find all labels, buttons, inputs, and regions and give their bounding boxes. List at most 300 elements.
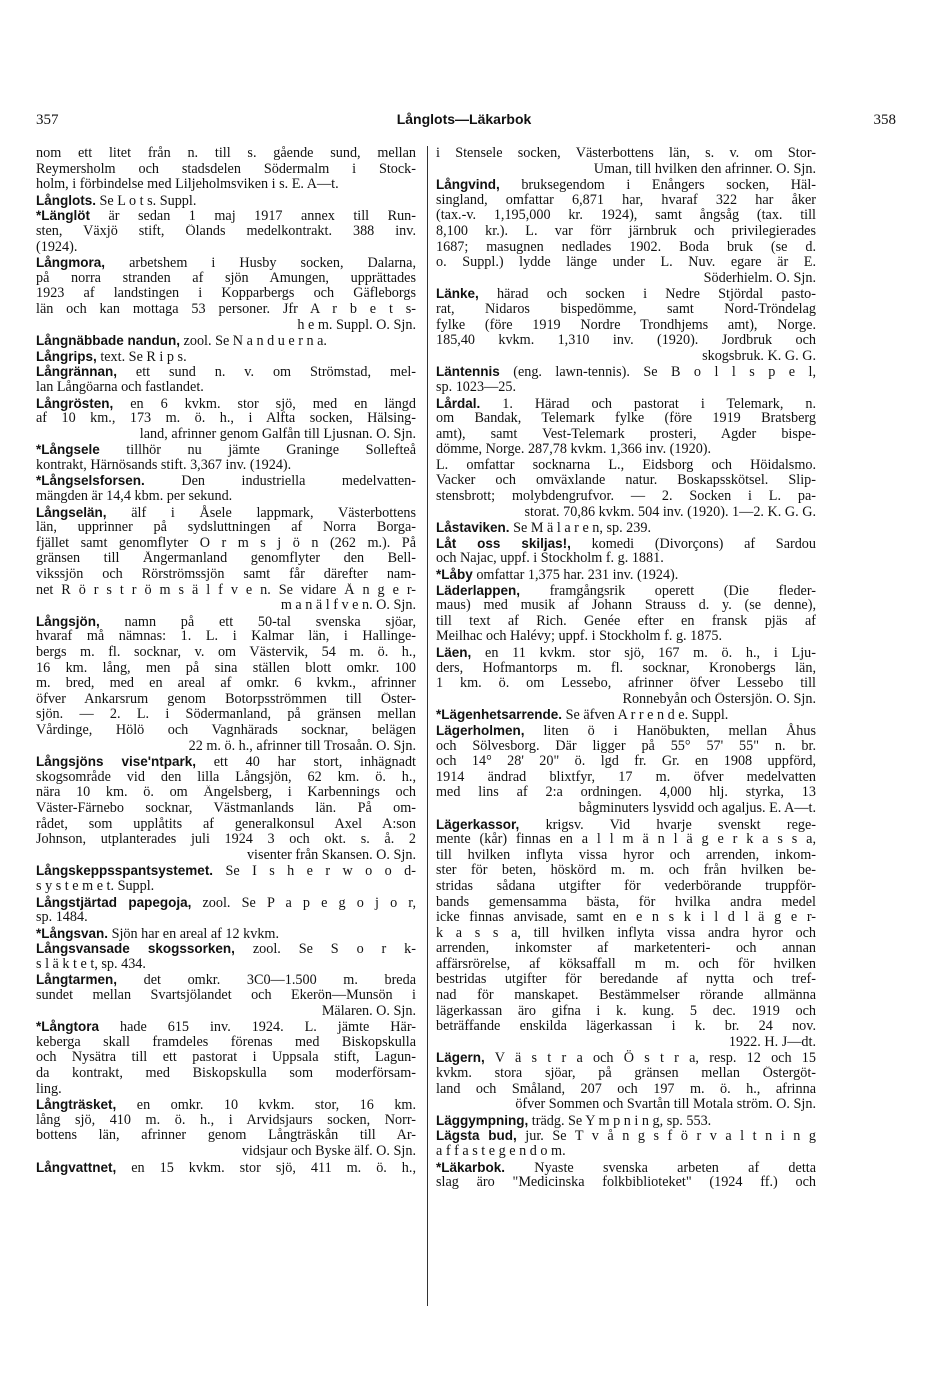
text-line (436, 380, 816, 396)
line-text: en 6 kvkm. stor sjö, med en längd (113, 395, 416, 412)
text-line (36, 926, 416, 942)
text-line (36, 972, 416, 988)
text-line (436, 988, 816, 1004)
line-text: och Sölvesborg. Där ligger på 55° 57' 55" n. br. (436, 738, 816, 754)
line-text: dömme, Norge. 287,78 kvkm. 1,366 inv. (1920). (436, 442, 712, 458)
text-line (436, 879, 816, 895)
text-line (436, 1144, 816, 1160)
line-text: en omkr. 10 kvkm. stor, 16 km. (116, 1097, 416, 1113)
text-line (36, 645, 416, 661)
line-text: lägerkassan äro gifna i k. kung. 5 dec. 1919 och (436, 1003, 816, 1019)
text-line (36, 411, 416, 427)
line-text: m. bred, med en areal af omkr. 6 kvkm., afrinner (36, 676, 416, 692)
entry-headword: *Långsele (36, 442, 100, 458)
line-text: affärsrörelse, af köksaffall m m. och för hvilken (436, 956, 816, 972)
entry-headword: Långnäbbade nandun, (36, 333, 180, 349)
text-line (436, 427, 816, 443)
line-text: Se I s h e r w o o d- (213, 863, 416, 879)
text-line (36, 785, 416, 801)
text-line (36, 302, 416, 318)
text-line (36, 770, 416, 786)
line-text: ders, Hofmantorps m. fl. socknar, Kronobergs län, (436, 660, 816, 676)
entry-headword: *Långselsforsen. (36, 473, 145, 489)
text-line (436, 396, 816, 412)
line-text: öfver Ankarsrum genom Botorpsströmmen till Öster- (36, 691, 416, 707)
text-line (36, 661, 416, 677)
line-text: Nyaste svenska arbeten af detta (505, 1159, 816, 1176)
entry-headword: Läderlappen, (436, 582, 521, 598)
text-line (436, 1035, 816, 1051)
text-line (436, 770, 816, 786)
text-line (36, 1050, 416, 1066)
text-line (436, 707, 816, 723)
line-text: sten, Växjö stift, Ölands medelkontrakt. 388 inv. (36, 223, 416, 239)
text-line (436, 318, 816, 334)
text-line (436, 1082, 816, 1098)
line-text: Johnson, utplanterades juli 1924 3 och okt. s. å. 2 (36, 832, 416, 848)
line-text: stridas sådana utgifter för vederbörande truppför- (436, 878, 816, 894)
text-line (36, 1082, 416, 1098)
text-line (436, 349, 816, 365)
running-head: Långlots—Läkarbok (396, 111, 532, 127)
line-text: (tax.-v. 1,195,000 kr. 1924), samt ångsåg (tax. till (436, 208, 816, 224)
entry-headword: Långrännan, (36, 364, 118, 380)
text-line (36, 333, 416, 349)
line-text: hade 615 inv. 1924. L. jämte Här- (99, 1019, 416, 1035)
line-text: visenter från Skansen. O. Sjn. (246, 847, 416, 863)
line-text: arrenden, inkomster af marketenteri- och annan (436, 941, 816, 957)
text-line (436, 224, 816, 240)
line-text: Mälaren. O. Sjn. (321, 1003, 416, 1019)
line-text: bergs m. fl. socknar, v. om Västervik, 54 m. ö. h., (36, 645, 416, 660)
line-text: hvaraf må nämnas: 1. L. i Kalmar län, i Hallinge- (36, 629, 416, 645)
text-line (36, 863, 416, 879)
text-line (436, 692, 816, 708)
line-text: Meilhac och Halévy; uppf. i Stockholm f. g. 1875. (436, 629, 723, 645)
line-text: fjället samt genomflyter O r m s j ö n (262 m.). På (36, 535, 416, 551)
line-text: land, afrinner genom Galfån till Ljusnan. O. Sjn. (139, 426, 416, 442)
text-line (436, 177, 816, 193)
line-text: Se äfven A r r e n d e. Suppl. (562, 707, 729, 723)
text-line (36, 1019, 416, 1035)
line-text: land och Småland, 207 och 197 m. ö. h., afrinna (436, 1081, 816, 1097)
text-line (36, 723, 416, 739)
line-text: Reymersholm och stadsdelen Södermalm i Stock- (36, 161, 416, 177)
line-text: kvkm. stora sjöar, på gränsen mellan Östergöt- (436, 1066, 816, 1082)
line-text: härad och socken i Nedre Stjördal pasto- (478, 286, 816, 302)
text-line (36, 473, 416, 489)
entry-headword: Långrösten, (36, 395, 114, 411)
line-text: Vårdinge, Hölö och Vagnhärads socknar, belägen (36, 722, 416, 738)
line-text: tillhör nu jämte Graninge Sollefteå (99, 442, 416, 458)
text-line (36, 551, 416, 567)
line-text: text. Se R i p s. (96, 348, 187, 365)
text-line (36, 910, 416, 926)
line-text: med lins af 2:a ordningen. 4,000 hlj. styrka, 13 (436, 785, 816, 801)
line-text: 1914 ändrad blixtfyr, 17 m. öfver medelvatten (436, 769, 816, 785)
text-line (36, 162, 416, 178)
text-line (436, 162, 816, 178)
line-text: framgångsrik operett (Die fleder- (520, 582, 816, 599)
line-text: till text af Rich. Genée efter en fransk pjäs af (436, 613, 816, 629)
line-text: Se L o t s. Suppl. (96, 192, 197, 209)
text-line (436, 676, 816, 692)
text-line (36, 286, 416, 302)
entry-headword: Lägern, (436, 1050, 485, 1066)
line-text: och Nysätra till ett pastorat i Uppsala stift, Lagun- (36, 1050, 416, 1066)
text-line (36, 224, 416, 240)
line-text: m a n ä l f v e n. O. Sjn. (280, 598, 416, 614)
entry-headword: *Långsvan. (36, 925, 109, 941)
line-text: s l ä k t e t, sp. 434. (36, 956, 146, 972)
line-text: maus) med musik af Johann Strauss d. y. (se denne), (436, 598, 816, 614)
line-text: (1924). (36, 239, 78, 255)
line-text: amt), samt Vest-Telemark prosteri, Agder bispe- (436, 426, 816, 442)
text-line (36, 536, 416, 552)
text-line (36, 692, 416, 708)
line-text: län och kan mottaga 53 personer. Jfr A r b e t s- (36, 301, 416, 317)
text-line (436, 505, 816, 521)
entry-headword: Långsjöns vise'ntpark, (36, 754, 196, 770)
left-column (36, 146, 416, 1175)
text-line (36, 754, 416, 770)
line-text: till hvilken inflyta vissa hyror och arrenden, inkom- (436, 847, 816, 863)
entry-headword: Länke, (436, 286, 479, 302)
line-text: skogsområde vid den lilla Långsjön, 62 km. ö. h., (36, 769, 416, 785)
text-line (36, 318, 416, 334)
line-text: ett 40 har stort, inhägnadt (195, 754, 416, 770)
line-text: ling. (36, 1081, 62, 1097)
text-line (36, 208, 416, 224)
entry-headword: Lägsta bud, (436, 1128, 517, 1144)
entry-headword: Läggympning, (436, 1112, 529, 1128)
right-column (436, 146, 816, 1191)
line-text: 185,40 kvkm. 1,310 inv. (1920). Jordbruk och (436, 333, 816, 349)
page-number-left: 357 (36, 112, 59, 128)
entry-headword: Långselän, (36, 504, 107, 520)
text-line (436, 489, 816, 505)
line-text: en 15 kvkm. stor sjö, 411 m. ö. h., (116, 1159, 416, 1176)
entry-headword: Lägerkassor, (436, 816, 520, 832)
line-text: holm, i förbindelse med Liljeholmsviken i s. E. A—t. (36, 177, 339, 193)
line-text: om Bandak, Telemark fylke (före 1919 Bratsberg (436, 411, 816, 427)
text-line (436, 583, 816, 599)
text-line (36, 255, 416, 271)
text-line (436, 146, 816, 162)
text-line (436, 473, 816, 489)
text-line (436, 1128, 816, 1144)
line-text: zool. Se S o r k- (234, 941, 416, 957)
column-divider (427, 146, 428, 1306)
entry-headword: Långlots. (36, 192, 96, 208)
text-line (436, 972, 816, 988)
line-text: 1687; masugnen nedlades 1902. Boda bruk (se d. (436, 239, 816, 255)
text-line (36, 349, 416, 365)
line-text: (eng. lawn-tennis). Se B o l l s p e l, (499, 364, 816, 380)
entry-headword: Läntennis (436, 364, 500, 380)
line-text: skogsbruk. K. G. G. (702, 348, 816, 364)
entry-headword: Läen, (436, 645, 472, 660)
entry-headword: *Läkarbok. (436, 1159, 506, 1175)
line-text: stensbrott; molybdengrufvor. — 2. Socken i L. pa- (436, 489, 816, 505)
entry-headword: Långskeppsspantsystemet. (36, 863, 214, 879)
text-line (436, 1050, 816, 1066)
line-text: sundet mellan Svartsjölandet och Ekerön—Munsön i (36, 988, 416, 1004)
text-line (436, 1175, 816, 1191)
text-line (36, 1035, 416, 1051)
text-line (436, 1004, 816, 1020)
text-line (36, 520, 416, 536)
entry-headword: Långtarmen, (36, 972, 118, 988)
text-line (436, 1097, 816, 1113)
line-text: namn på ett 50-tal svenska sjöar, (99, 613, 416, 630)
line-text: gränsen till Ångermanland genomflyter den Bell- (36, 551, 416, 567)
text-line (436, 785, 816, 801)
text-line (436, 1066, 816, 1082)
line-text: bestridas utgifter för beredande af nytta och tref- (436, 972, 816, 988)
text-line (436, 614, 816, 630)
text-line (36, 848, 416, 864)
text-line (436, 645, 816, 661)
text-line (436, 941, 816, 957)
line-text: ett sund n. v. om Strömstad, mel- (117, 364, 416, 380)
line-text: 16 km. lång, men på sina ställen blott omkr. 100 (36, 660, 416, 676)
text-line (36, 1004, 416, 1020)
line-text: singland, omfattar 6,871 har, hvaraf 322 har åker (436, 192, 816, 208)
line-text: älf i Åsele lappmark, Västerbottens (106, 504, 416, 521)
text-line (36, 240, 416, 256)
text-line (36, 1160, 416, 1176)
text-line (436, 723, 816, 739)
text-line (436, 661, 816, 677)
text-line (436, 193, 816, 209)
line-text: nom ett litet från n. till s. gående sund, mellan (36, 146, 416, 161)
entry-headword: Låstaviken. (436, 520, 510, 536)
line-text: k a s s a, till hvilken inflyta vissa andra hyror och (436, 925, 816, 941)
line-text: arbetshem i Husby socken, Dalarna, (105, 255, 416, 271)
text-line (436, 754, 816, 770)
text-line (436, 1113, 816, 1129)
entry-headword: Lårdal. (436, 395, 481, 411)
line-text: det omkr. 3C0—1.500 m. breda (117, 972, 416, 989)
entry-headword: *Länglöt (36, 208, 90, 224)
line-text: 22 m. ö. h., afrinner till Trosaån. O. Sjn. (188, 738, 416, 754)
text-line (36, 380, 416, 396)
line-text: 1. Härad och pastorat i Telemark, n. (480, 395, 816, 412)
line-text: i Stensele socken, Västerbottens län, s. v. om Stor- (436, 146, 816, 161)
entry-headword: Lägerholmen, (436, 722, 525, 738)
text-line (436, 926, 816, 942)
text-line (36, 941, 416, 957)
line-text: nad för manskapet. Bestämmelser rörande allmänna (436, 988, 816, 1004)
line-text: bruksegendom i Enångers socken, Häl- (499, 177, 816, 193)
text-line (36, 567, 416, 583)
line-text: af 10 km., 173 m. ö. h., i Alfta socken, Hälsing- (36, 411, 416, 427)
text-line (436, 910, 816, 926)
text-line (436, 739, 816, 755)
entry-headword: Långstjärtad papegoja, (36, 894, 192, 910)
line-text: 1923 af landstingen i Kopparbergs och Gäfleborgs (36, 286, 416, 302)
line-text: trädg. Se Y m p n i n g, sp. 553. (528, 1112, 712, 1129)
page-number-right: 358 (873, 112, 896, 128)
text-line (36, 879, 416, 895)
line-text: rådet, som upplåtits af generalkonsul Axel A:son (36, 816, 416, 832)
text-line (36, 895, 416, 911)
entry-headword: Långrips, (36, 348, 97, 364)
text-line (36, 707, 416, 723)
text-line (436, 551, 816, 567)
line-text: icke finnas anvisade, samt en e n s k i l d l ä g e r- (436, 910, 816, 926)
line-text: zool. Se P a p e g o j o r, (191, 894, 416, 911)
text-line (436, 817, 816, 833)
text-line (436, 271, 816, 287)
text-line (436, 567, 816, 583)
entry-headword: *Långtora (36, 1019, 100, 1035)
text-line (436, 520, 816, 536)
line-text: län, upprinner på sydsluttningen af Norra Borga- (36, 520, 416, 536)
text-line (36, 1144, 416, 1160)
text-line (36, 396, 416, 412)
line-text: Väster-Färnebo socknar, Västmanlands län. På om- (36, 800, 416, 816)
line-text: 1922. H. J—dt. (728, 1034, 816, 1050)
line-text: 8,100 kr.). L. var förr järnbruk och privilegierades (436, 223, 816, 239)
line-text: Uman, till hvilken den afrinner. O. Sjn. (593, 161, 816, 177)
line-text: mängden är 14,4 kbm. per sekund. (36, 489, 233, 505)
text-line (36, 442, 416, 458)
line-text: beträffande enskilda lägerkassan i k. br. 24 nov. (436, 1019, 816, 1035)
text-line (436, 442, 816, 458)
line-text: sjön. — 2. L. i Södermanland, på gränsen mellan (36, 707, 416, 723)
text-line (436, 364, 816, 380)
line-text: storat. 70,86 kvkm. 504 inv. (1920). 1—2. K. G. G. (524, 504, 816, 520)
text-line (436, 411, 816, 427)
text-line (436, 863, 816, 879)
text-line (436, 1019, 816, 1035)
line-text: bottens län, afrinner genom Långträskån till Ar- (36, 1128, 416, 1144)
line-text: lång sjö, 410 m. ö. h., i Arvidsjaurs socken, Norr- (36, 1112, 416, 1128)
line-text: krigsv. Vid hvarje svenskt rege- (519, 816, 816, 833)
line-text: nära 10 km. ö. om Ängelsberg, i Karbennings och (36, 785, 416, 801)
line-text: rat, Nidaros bispedömme, samt Nord-Tröndelag (436, 301, 816, 317)
entry-headword: Långsjön, (36, 613, 100, 629)
text-line (36, 957, 416, 973)
entry-headword: Låt oss skiljas!, (436, 535, 571, 551)
text-line (436, 832, 816, 848)
text-line (436, 458, 816, 474)
line-text: Vacker och omväxlande natur. Boskapsskötsel. Slip- (436, 473, 816, 489)
line-text: Se M ä l a r e n, sp. 239. (509, 520, 652, 536)
text-line (36, 1113, 416, 1129)
text-line (36, 676, 416, 692)
text-line (36, 832, 416, 848)
line-text: och Najac, uppf. i Stockholm f. g. 1881. (436, 551, 664, 567)
text-line (36, 1066, 416, 1082)
line-text: jur. Se T v å n g s f ö r v a l t n i n g (516, 1128, 816, 1144)
text-line (36, 583, 416, 599)
line-text: sp. 1484. (36, 910, 88, 926)
text-line (36, 193, 416, 209)
text-line (436, 286, 816, 302)
text-line (36, 817, 416, 833)
line-text: är sedan 1 maj 1917 annex till Run- (90, 208, 416, 224)
text-line (436, 895, 816, 911)
text-line (436, 302, 816, 318)
text-line (436, 255, 816, 271)
text-line (36, 458, 416, 474)
text-line (36, 364, 416, 380)
line-text: kontrakt, Härnösands stift. 3,367 inv. (1924). (36, 457, 292, 473)
line-text: bågminuters lysvidd och agaljus. E. A—t. (578, 800, 816, 816)
text-line (36, 1097, 416, 1113)
entry-headword: Långvattnet, (36, 1159, 117, 1175)
text-line (436, 536, 816, 552)
entry-headword: Långträsket, (36, 1097, 117, 1113)
text-line (436, 629, 816, 645)
entry-headword: *Lägenhetsarrende. (436, 707, 563, 723)
line-text: och 14° 28' 20" ö. lgd fr. Gr. en 1908 uppförd, (436, 754, 816, 770)
text-line (436, 333, 816, 349)
text-line (436, 598, 816, 614)
entry-headword: Långmora, (36, 255, 106, 271)
line-text: sp. 1023—25. (436, 379, 517, 395)
line-text: Ronnebyån och Östersjön. O. Sjn. (622, 691, 816, 707)
line-text: fylke (före 1919 Nordre Trondhjems amt), Norge. (436, 317, 816, 333)
line-text: L. omfattar socknarna L., Eidsborg och Höidalsmo. (436, 457, 816, 473)
text-line (436, 957, 816, 973)
line-text: lan Långöarna och fastlandet. (36, 379, 204, 395)
line-text: vidsjaur och Byske älf. O. Sjn. (241, 1144, 416, 1159)
line-text: öfver Sommen och Svartån till Motala ström. O. Sjn. (515, 1097, 816, 1113)
text-line (36, 177, 416, 193)
line-text: vikssjön och Rörströmssjön samt får därefter nam- (36, 567, 416, 583)
text-line (36, 629, 416, 645)
line-text: Söderhielm. O. Sjn. (703, 270, 816, 286)
line-text: på norra stranden af sjön Amungen, upprättades (36, 270, 416, 286)
text-line (436, 801, 816, 817)
line-text: 1 km. ö. om Lessebo, afrinner öfver Lessebo till (436, 676, 816, 692)
line-text: Den industriella medelvatten- (144, 473, 416, 490)
line-text: s y s t e m e t. Suppl. (36, 878, 155, 894)
text-line (36, 598, 416, 614)
text-line (36, 1128, 416, 1144)
line-text: mente (kår) finnas en a l l m ä n l ä g e r k a s s a, (436, 832, 816, 848)
text-line (36, 739, 416, 755)
line-text: bands gemensamma bästa, för hvilka andra medel (436, 894, 816, 910)
line-text: o. Suppl.) lydde länge under L. Nuv. egare är E. (436, 255, 816, 271)
line-text: Sjön har en areal af 12 kvkm. (108, 925, 280, 942)
text-line (36, 801, 416, 817)
line-text: ster för beten, höskörd m. m. och från hvilken be- (436, 863, 816, 879)
text-line (36, 505, 416, 521)
line-text: slag äro "Medicinska folkbiblioteket" (1924 ff.) och (436, 1175, 816, 1191)
text-line (436, 208, 816, 224)
line-text: zool. Se N a n d u e r n a. (180, 333, 327, 349)
text-line (36, 146, 416, 162)
line-text: komedi (Divorçons) af Sardou (570, 535, 816, 552)
line-text: en 11 kvkm. stor sjö, 167 m. ö. h., i Lju- (471, 645, 816, 661)
entry-headword: Långvind, (436, 177, 500, 193)
line-text: omfattar 1,375 har. 231 inv. (1924). (472, 567, 679, 583)
text-line (36, 271, 416, 287)
line-text: a f f a s t e g e n d o m. (436, 1144, 566, 1159)
entry-headword: Långsvansade skogssorken, (36, 941, 235, 957)
text-line (36, 614, 416, 630)
entry-headword: *Låby (436, 567, 473, 583)
text-line (36, 427, 416, 443)
line-text: da kontrakt, med Biskopskulla som moderförsam- (36, 1066, 416, 1082)
line-text: liten ö i Hanöbukten, mellan Åhus (524, 722, 816, 739)
line-text: V ä s t r a och Ö s t r a, resp. 12 och 15 (484, 1050, 816, 1067)
